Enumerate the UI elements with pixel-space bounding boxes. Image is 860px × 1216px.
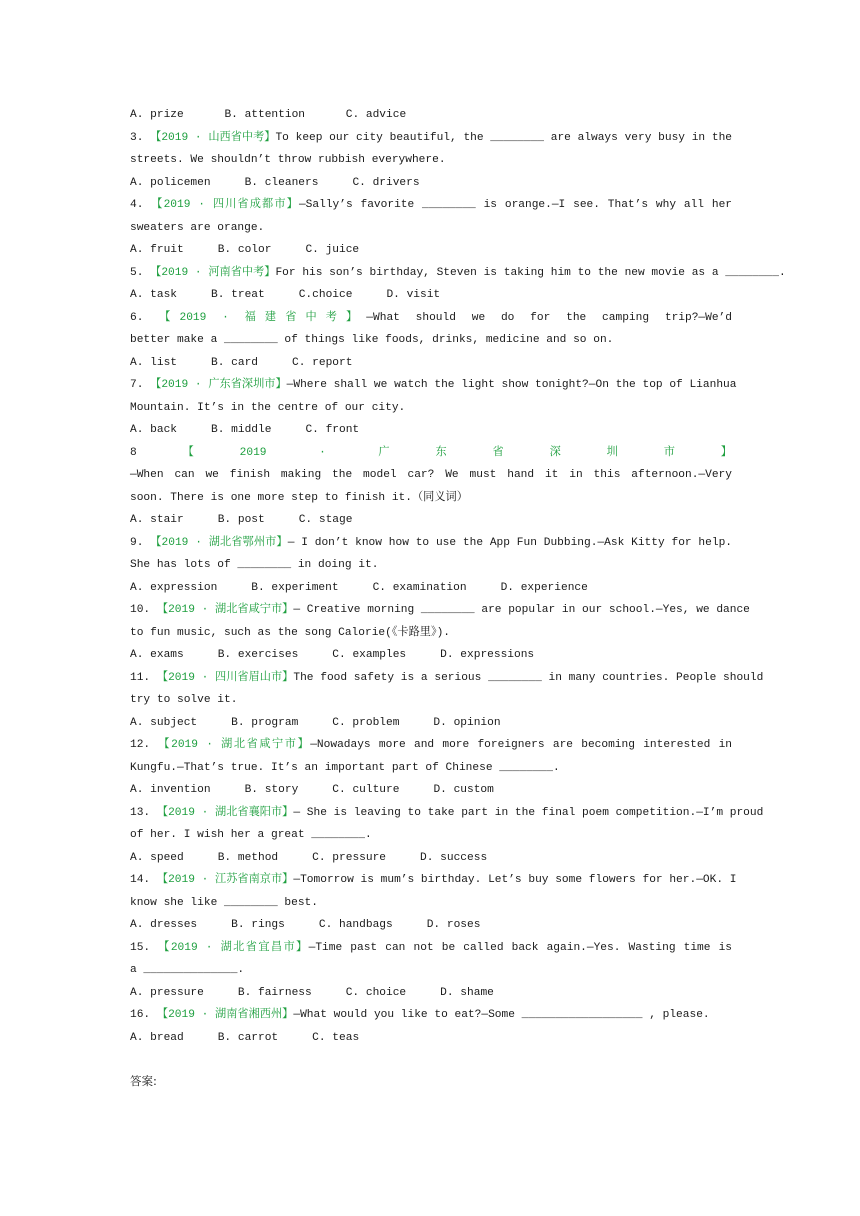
question-number: 13.: [130, 806, 151, 819]
option: C. front: [305, 424, 360, 436]
question-text: —What should we do for the camping trip?—We’d: [366, 311, 732, 324]
question-source: 【2019 · 湖北省宜昌市】: [158, 941, 309, 954]
question-line: soon. There is one more step to finish it.（同义词）: [130, 491, 468, 504]
option: B. method: [217, 851, 279, 864]
question-source: 【2019 · 湖南省湘西州】: [156, 1009, 294, 1021]
question-line: [130, 262, 786, 285]
question-text: — She is leaving to take part in the final poem competition.—I’m proud: [293, 806, 764, 819]
question-number: 10.: [130, 604, 151, 616]
option: C. pressure: [312, 851, 387, 864]
option: A. subject: [130, 716, 198, 729]
option: B. carrot: [217, 1031, 279, 1044]
answer-label: 答案:: [130, 1074, 157, 1088]
question-line: [130, 1004, 732, 1027]
option: A. speed: [130, 851, 184, 864]
option: A. prize: [130, 109, 184, 121]
question-number: 4.: [130, 199, 144, 211]
q2-options: [130, 104, 732, 127]
question-line: to fun music, such as the song Calorie(《卡路里》).: [130, 626, 450, 639]
question-source: 【2019 · 四川省成都市】: [151, 199, 299, 211]
question-number: 6.: [130, 311, 144, 324]
option: A. stair: [130, 514, 184, 526]
question-line: Mountain. It’s in the centre of our city.: [130, 401, 406, 414]
question-line: [130, 599, 750, 622]
option: D. roses: [426, 919, 481, 931]
option: A. task: [130, 289, 177, 301]
option: B. color: [217, 244, 272, 256]
option: A. expression: [130, 581, 218, 594]
question-line: a ______________.: [130, 964, 245, 976]
question-source: 【2019 · 湖北省襄阳市】: [156, 806, 294, 819]
question-source: 【2019 · 河南省中考】: [150, 266, 276, 279]
option: B. treat: [211, 289, 265, 301]
option: A. list: [130, 356, 177, 369]
question-source: 【2019 · 广东省深圳市】: [136, 446, 732, 459]
question-list: [130, 104, 786, 1049]
question-line: [130, 374, 737, 397]
question-line: [130, 937, 732, 960]
question-options: [130, 644, 732, 667]
option: A. policemen: [130, 176, 211, 189]
question-text: —Tomorrow is mum’s birthday. Let’s buy some flowers for her.—OK. I: [293, 874, 737, 886]
option: B. middle: [211, 424, 272, 436]
question-line: try to solve it.: [130, 694, 238, 706]
option: A. back: [130, 424, 177, 436]
question-number: 5.: [130, 266, 144, 279]
question-line: of her. I wish her a great ________.: [130, 829, 372, 841]
question-text: —What would you like to eat?—Some __________________ , please.: [293, 1009, 710, 1021]
option: B. program: [231, 716, 299, 729]
question-text: —Time past can not be called back again.—Yes. Wasting time is: [308, 941, 733, 954]
option: B. experiment: [251, 581, 339, 594]
question-text: —Sally’s favorite ________ is orange.—I see. That’s why all her: [298, 199, 732, 211]
question-options: [130, 239, 732, 262]
question-line: know she like ________ best.: [130, 896, 318, 909]
option: C. culture: [332, 784, 400, 796]
question-options: [130, 982, 732, 1005]
question-text: The food safety is a serious ________ in many countries. People should: [293, 671, 764, 684]
question-source: 【2019 · 四川省眉山市】: [156, 671, 294, 684]
question-line: [130, 532, 732, 555]
option: D. custom: [433, 784, 494, 796]
option: A. fruit: [130, 244, 184, 256]
option: D. experience: [500, 581, 588, 594]
option: C. examples: [332, 649, 407, 661]
question-options: [130, 914, 732, 937]
option: D. shame: [440, 986, 494, 999]
question-line: She has lots of ________ in doing it.: [130, 559, 379, 571]
option: D. expressions: [440, 649, 535, 661]
question-line: [130, 667, 764, 690]
option: C. choice: [345, 986, 407, 999]
option: C.choice: [298, 289, 353, 301]
question-options: [130, 509, 732, 532]
question-source: 【2019 · 广东省深圳市】: [150, 379, 287, 391]
option: C. advice: [345, 109, 407, 121]
question-options: [130, 352, 732, 375]
question-text: —Nowadays more and more foreigners are becoming interested in: [310, 739, 732, 751]
question-number: 8: [130, 446, 137, 459]
question-line: [130, 194, 732, 217]
question-number: 3.: [130, 131, 144, 144]
question-options: [130, 284, 732, 307]
question-line: streets. We shouldn’t throw rubbish everywhere.: [130, 154, 446, 166]
option: C. report: [292, 356, 353, 369]
question-number: 16.: [130, 1009, 151, 1021]
option: B. cleaners: [244, 176, 319, 189]
option: C. juice: [305, 244, 360, 256]
option: D. visit: [386, 289, 441, 301]
option: C. drivers: [352, 176, 420, 189]
question-text: —Where shall we watch the light show tonight?—On the top of Lianhua: [286, 379, 737, 391]
question-source: 【2019 · 湖北省鄂州市】: [150, 536, 288, 549]
question-options: [130, 419, 732, 442]
question-number: 12.: [130, 739, 151, 751]
question-line: —When can we finish making the model car? We must hand it in this afternoon.—Very: [130, 469, 732, 481]
question-line: [130, 869, 737, 892]
question-number: 11.: [130, 671, 151, 684]
question-line: [130, 307, 732, 330]
question-options: [130, 712, 732, 735]
question-source: 【2019 · 湖北省咸宁市】: [158, 739, 311, 751]
question-text: To keep our city beautiful, the ________ are always very busy in the: [275, 131, 732, 144]
question-line: sweaters are orange.: [130, 221, 265, 234]
option: C. problem: [332, 716, 400, 729]
question-number: 9.: [130, 536, 144, 549]
option: B. fairness: [237, 986, 312, 999]
question-line: [130, 802, 764, 825]
question-source: 【2019 · 湖北省咸宁市】: [156, 604, 294, 616]
question-text: — Creative morning ________ are popular in our school.—Yes, we dance: [293, 604, 750, 616]
question-line: better make a ________ of things like foods, drinks, medicine and so on.: [130, 334, 614, 346]
question-text: For his son’s birthday, Steven is taking him to the new movie as a ________.: [275, 266, 786, 279]
question-number: 15.: [130, 941, 151, 954]
option: B. exercises: [217, 649, 299, 661]
option: B. card: [211, 356, 258, 369]
question-number: 7.: [130, 379, 144, 391]
question-line: Kungfu.—That’s true. It’s an important part of Chinese ________.: [130, 761, 560, 774]
option: A. pressure: [130, 986, 204, 999]
question-options: [130, 577, 732, 600]
option: C. examination: [372, 581, 467, 594]
option: B. rings: [231, 919, 285, 931]
option: A. dresses: [130, 919, 198, 931]
option: A. bread: [130, 1031, 184, 1044]
question-options: [130, 847, 732, 870]
option: B. post: [217, 514, 265, 526]
option: C. teas: [312, 1031, 360, 1044]
question-line: [130, 442, 732, 465]
question-text: — I don’t know how to use the App Fun Dubbing.—Ask Kitty for help.: [287, 536, 732, 549]
option: A. exams: [130, 649, 184, 661]
option: B. attention: [224, 109, 306, 121]
question-line: [130, 127, 732, 150]
question-source: 【2019 · 山西省中考】: [150, 131, 276, 144]
question-options: [130, 172, 732, 195]
option: A. invention: [130, 784, 211, 796]
option: D. success: [420, 851, 488, 864]
question-options: [130, 779, 732, 802]
question-number: 14.: [130, 874, 151, 886]
option: C. stage: [298, 514, 353, 526]
question-source: 【2019 · 福建省中考】: [159, 311, 367, 324]
option: D. opinion: [433, 716, 501, 729]
question-line: [130, 734, 732, 757]
question-options: [130, 1027, 732, 1050]
option: C. handbags: [318, 919, 393, 931]
option: B. story: [244, 784, 299, 796]
question-source: 【2019 · 江苏省南京市】: [156, 874, 294, 886]
